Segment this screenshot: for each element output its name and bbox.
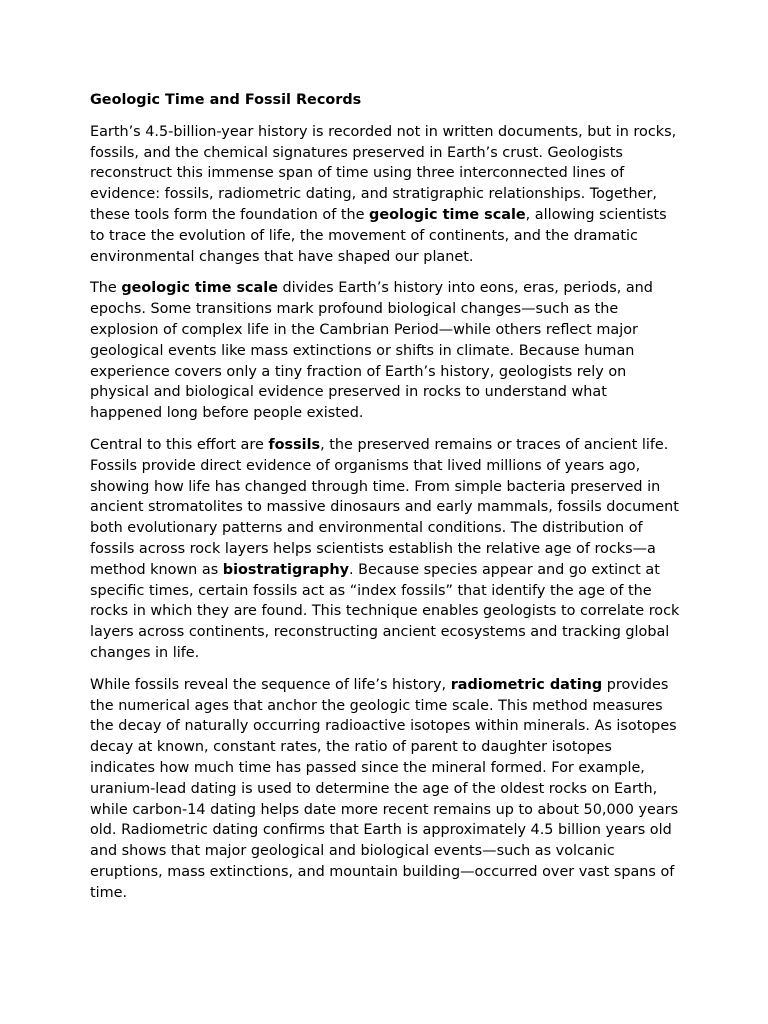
term-radiometric-dating: radiometric dating bbox=[450, 676, 603, 693]
paragraph-text: Earth’s 4.5-billion-year history is recorded not in written documents, but in rocks, fossils, and the chemical signatures preserved in Earth’s crust. Geologists reconstruct this immense span of time using three interconnected lines of evidence: fossils, radiometric dating, and stratigraphic relationships. Together, these tools form the foundation of the bbox=[90, 123, 677, 223]
paragraph-text: , allowing scientists to trace the evolution of life, the movement of continents, and the dramatic environmental changes that have shaped our planet. bbox=[90, 206, 667, 265]
paragraph-text: , the preserved remains or traces of ancient life. Fossils provide direct evidence of organisms that lived millions of years ago, showing how life has changed through time. From simple bacteria preserved in ancient stromatolites to massive dinosaurs and early mammals, fossils document both evolutionary patterns and environmental conditions. The distribution of fossils across rock layers helps scientists establish the relative age of rocks—a method known as bbox=[90, 436, 679, 578]
paragraph-text: divides Earth’s history into eons, eras, periods, and epochs. Some transitions mark profound biological changes—such as the explosion of complex life in the Cambrian Period—while others reflect major geological events like mass extinctions or shifts in climate. Because human experience covers only a tiny fraction of Earth’s history, geologists rely on physical and biological evidence preserved in rocks to understand what happened long before people existed. bbox=[90, 280, 653, 422]
document-page bbox=[90, 90, 680, 914]
paragraph-text: While fossils reveal the sequence of life’s history, bbox=[90, 676, 451, 693]
paragraph-intro bbox=[90, 122, 680, 268]
term-fossils: fossils bbox=[268, 436, 321, 453]
paragraph-fossils bbox=[90, 435, 680, 664]
paragraph-text: provides the numerical ages that anchor the geologic time scale. This method measures the decay of naturally occurring radioactive isotopes within minerals. As isotopes decay at known, constant rates, the ratio of parent to daughter isotopes indicates how much time has passed since the mineral formed. For example, uranium-lead dating is used to determine the age of the oldest rocks on Earth, while carbon-14 dating helps date more recent remains up to about 50,000 years old. Radiometric dating confirms that Earth is approximately 4.5 billion years old and shows that major geological and biological events—such as volcanic eruptions, mass extinctions, and mountain building—occurred over vast spans of time. bbox=[90, 676, 679, 901]
paragraph-radiometric-dating bbox=[90, 675, 680, 904]
term-geologic-time-scale: geologic time scale bbox=[121, 280, 278, 297]
document-title: Geologic Time and Fossil Records bbox=[90, 92, 362, 108]
paragraph-text: Central to this effort are bbox=[90, 436, 269, 453]
term-geologic-time-scale: geologic time scale bbox=[369, 206, 526, 223]
paragraph-text: The bbox=[90, 280, 122, 297]
paragraph-time-scale bbox=[90, 278, 680, 424]
paragraph-text: . Because species appear and go extinct at specific times, certain fossils act as “index fossils” that identify the age of the rocks in which they are found. This technique enables geologists to correlate rock layers across continents, reconstructing ancient ecosystems and tracking global changes in life. bbox=[90, 561, 680, 661]
term-biostratigraphy: biostratigraphy bbox=[222, 561, 349, 578]
